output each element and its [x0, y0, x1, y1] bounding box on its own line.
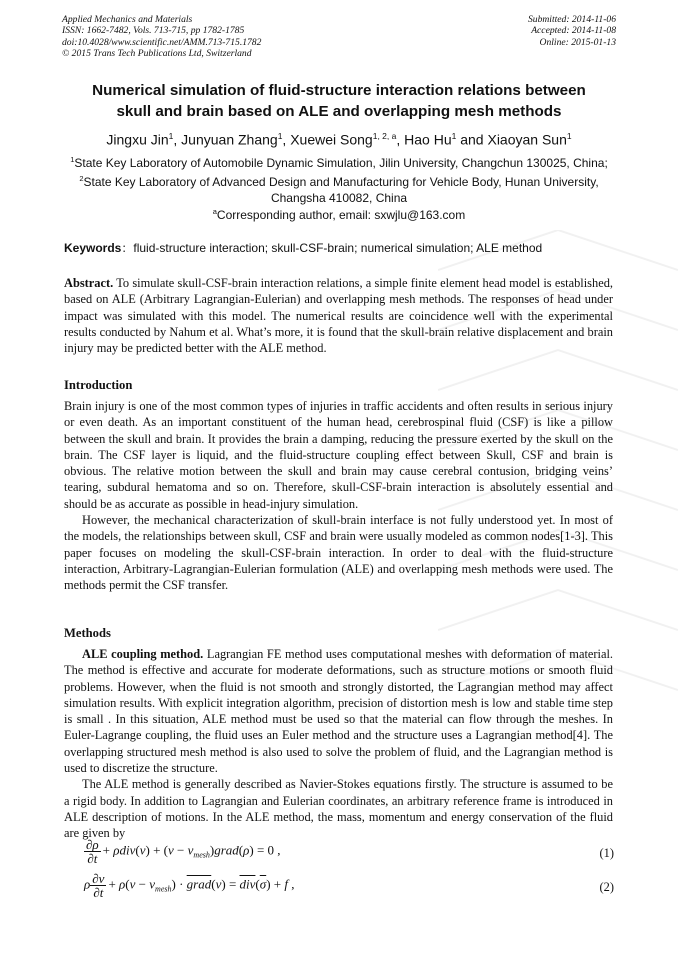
- journal-copyright: © 2015 Trans Tech Publications Ltd, Switzerland: [62, 48, 252, 60]
- introduction-section: [64, 398, 613, 594]
- author-affil-sup: 1: [566, 131, 572, 141]
- abstract-text: To simulate skull-CSF-brain interaction relations, a simple finite element head model is established, based on ALE (Arbitrary Lagrangian-Eulerian) and overlapping mesh methods. The responses of head under impact was simulated with this model. The numerical results are coincidence well with the experimental results conducted by Nahum et al. What’s more, it is found that the skull-brain relative displacement and brain injury may be predicted better with the ALE method.: [64, 276, 613, 356]
- author-affil-sup: 1: [277, 131, 283, 141]
- journal-issn: ISSN: 1662-7482, Vols. 713-715, pp 1782-1785: [62, 25, 245, 37]
- abstract-label: Abstract.: [64, 276, 114, 290]
- abstract: [64, 275, 613, 356]
- methods-heading: Methods: [64, 626, 111, 640]
- methods-section: [64, 646, 613, 842]
- affiliation-sup: 2: [79, 174, 84, 183]
- equation-2: ρ $\frac{\partial v}{\partial t}$ + $\rho(v - v_{mesh})$ · grad(v) = $\overline{div}(\overline{\sigma}) + f$ , (2): [84, 871, 614, 900]
- equation-1: $\frac{\partial\rho}{\partial t}$ + $\rho div(v) + (v - v_{mesh})grad(\rho) = 0$ , (1): [86, 837, 614, 866]
- author-name: , Xuewei Song: [282, 131, 373, 148]
- paragraph: However, the mechanical characterization of skull-brain interface is not fully understood yet. In most of the models, the relationships between skull, CSF and brain were usually modeled as common nodes[1-3]. This paper focuses on modeling the skull-CSF-brain interaction. In order to deal with the fluid-structure interaction, Arbitrary-Lagrangian-Eulerian formulation (ALE) and overlapping mesh methods were used. The methods permit the CSF transfer.: [64, 513, 613, 593]
- journal-doi: doi:10.4028/www.scientific.net/AMM.713-715.1782: [62, 36, 262, 48]
- introduction-heading: Introduction: [64, 378, 133, 392]
- author-name: , Junyuan Zhang: [173, 131, 278, 148]
- equation-number: (2): [599, 880, 614, 894]
- affiliation-text: State Key Laboratory of Automobile Dynamic Simulation, Jilin University, Changchun 130025, China;: [74, 156, 608, 170]
- keywords-label: Keywords: [64, 241, 122, 255]
- keywords: [64, 240, 624, 256]
- paragraph: Lagrangian FE method uses computational meshes with deformation of material. The method is effective and accurate for moderate deformations, such as structure motions or smooth fluid problems. However, when the fluid is not smooth and strongly distorted, the Lagrangian method may affect simulation results. With explicit integration algorithm, precision of distortion mesh is low and stable time step is small . In this situation, ALE method must be used so that the material can flow through the meshes. In Euler-Lagrange coupling, the fluid uses an Euler method and the structure uses a Lagrangian method[4]. The overlapping structured mesh method is also used to solve the problem of fluid, and the Lagrangian method is used to discretize the structure.: [64, 647, 613, 776]
- author-name: Jingxu Jin: [106, 131, 169, 148]
- affiliation-text: State Key Laboratory of Advanced Design and Manufacturing for Vehicle Body, Hunan University, Changsha 410082, China: [83, 175, 599, 205]
- author-list: [40, 126, 638, 150]
- affiliation-sup: 1: [70, 155, 75, 164]
- journal-info: [62, 14, 261, 60]
- title-line-2: skull and brain based on ALE and overlapping mesh methods: [116, 103, 562, 120]
- subsection-label: ALE coupling method.: [82, 647, 204, 661]
- online-date: Online: 2015-01-13: [539, 36, 616, 48]
- submitted-date: Submitted: 2014-11-06: [527, 14, 616, 25]
- author-affil-sup: 1: [451, 131, 457, 141]
- paragraph: The ALE method is generally described as Navier-Stokes equations firstly. The structure is assumed to be a rigid body. In addition to Lagrangian and Eulerian coordinates, an arbitrary reference frame is introduced in ALE description of motions. In the ALE method, the mass, momentum and energy conservation of the fluid are given by: [64, 777, 613, 841]
- paragraph: Brain injury is one of the most common types of injuries in traffic accidents and often results in serious injury or even death. As an important constituent of the human head, cerebrospinal fluid (CSF) is like a pillow between the skull and brain. It provides the brain a damping, reducing the pressure exerted by the skull on the brain. The CSF layer is liquid, and the fluid-structure coupling effect between Skull, CSF and brain is obvious. The relative motion between the skull and brain may cause cerebral contusion, bridging veins’ tearing, subdural hematoma and so on. Therefore, skull-CSF-brain interaction is absolutely essential and should be as accurate as possible in head-injury simulation.: [64, 399, 613, 511]
- author-name: and Xiaoyan Sun: [456, 131, 567, 148]
- paper-title: [40, 80, 638, 122]
- author-name: , Hao Hu: [396, 131, 452, 148]
- keywords-text: ：fluid-structure interaction; skull-CSF-brain; numerical simulation; ALE method: [121, 241, 543, 255]
- accepted-date: Accepted: 2014-11-08: [531, 25, 616, 37]
- author-affil-sup: 1: [168, 131, 174, 141]
- corresponding-email: Corresponding author, email: sxwjlu@163.com: [216, 208, 466, 222]
- corresponding-sup: a: [212, 207, 217, 216]
- journal-name: Applied Mechanics and Materials: [62, 14, 193, 25]
- corresponding-author: [40, 204, 638, 223]
- publication-dates: [528, 14, 616, 48]
- affiliations: [70, 152, 608, 206]
- equation-number: (1): [599, 846, 614, 860]
- author-affil-sup: 1, 2, a: [372, 131, 397, 141]
- title-line-1: Numerical simulation of fluid-structure interaction relations between: [92, 82, 586, 99]
